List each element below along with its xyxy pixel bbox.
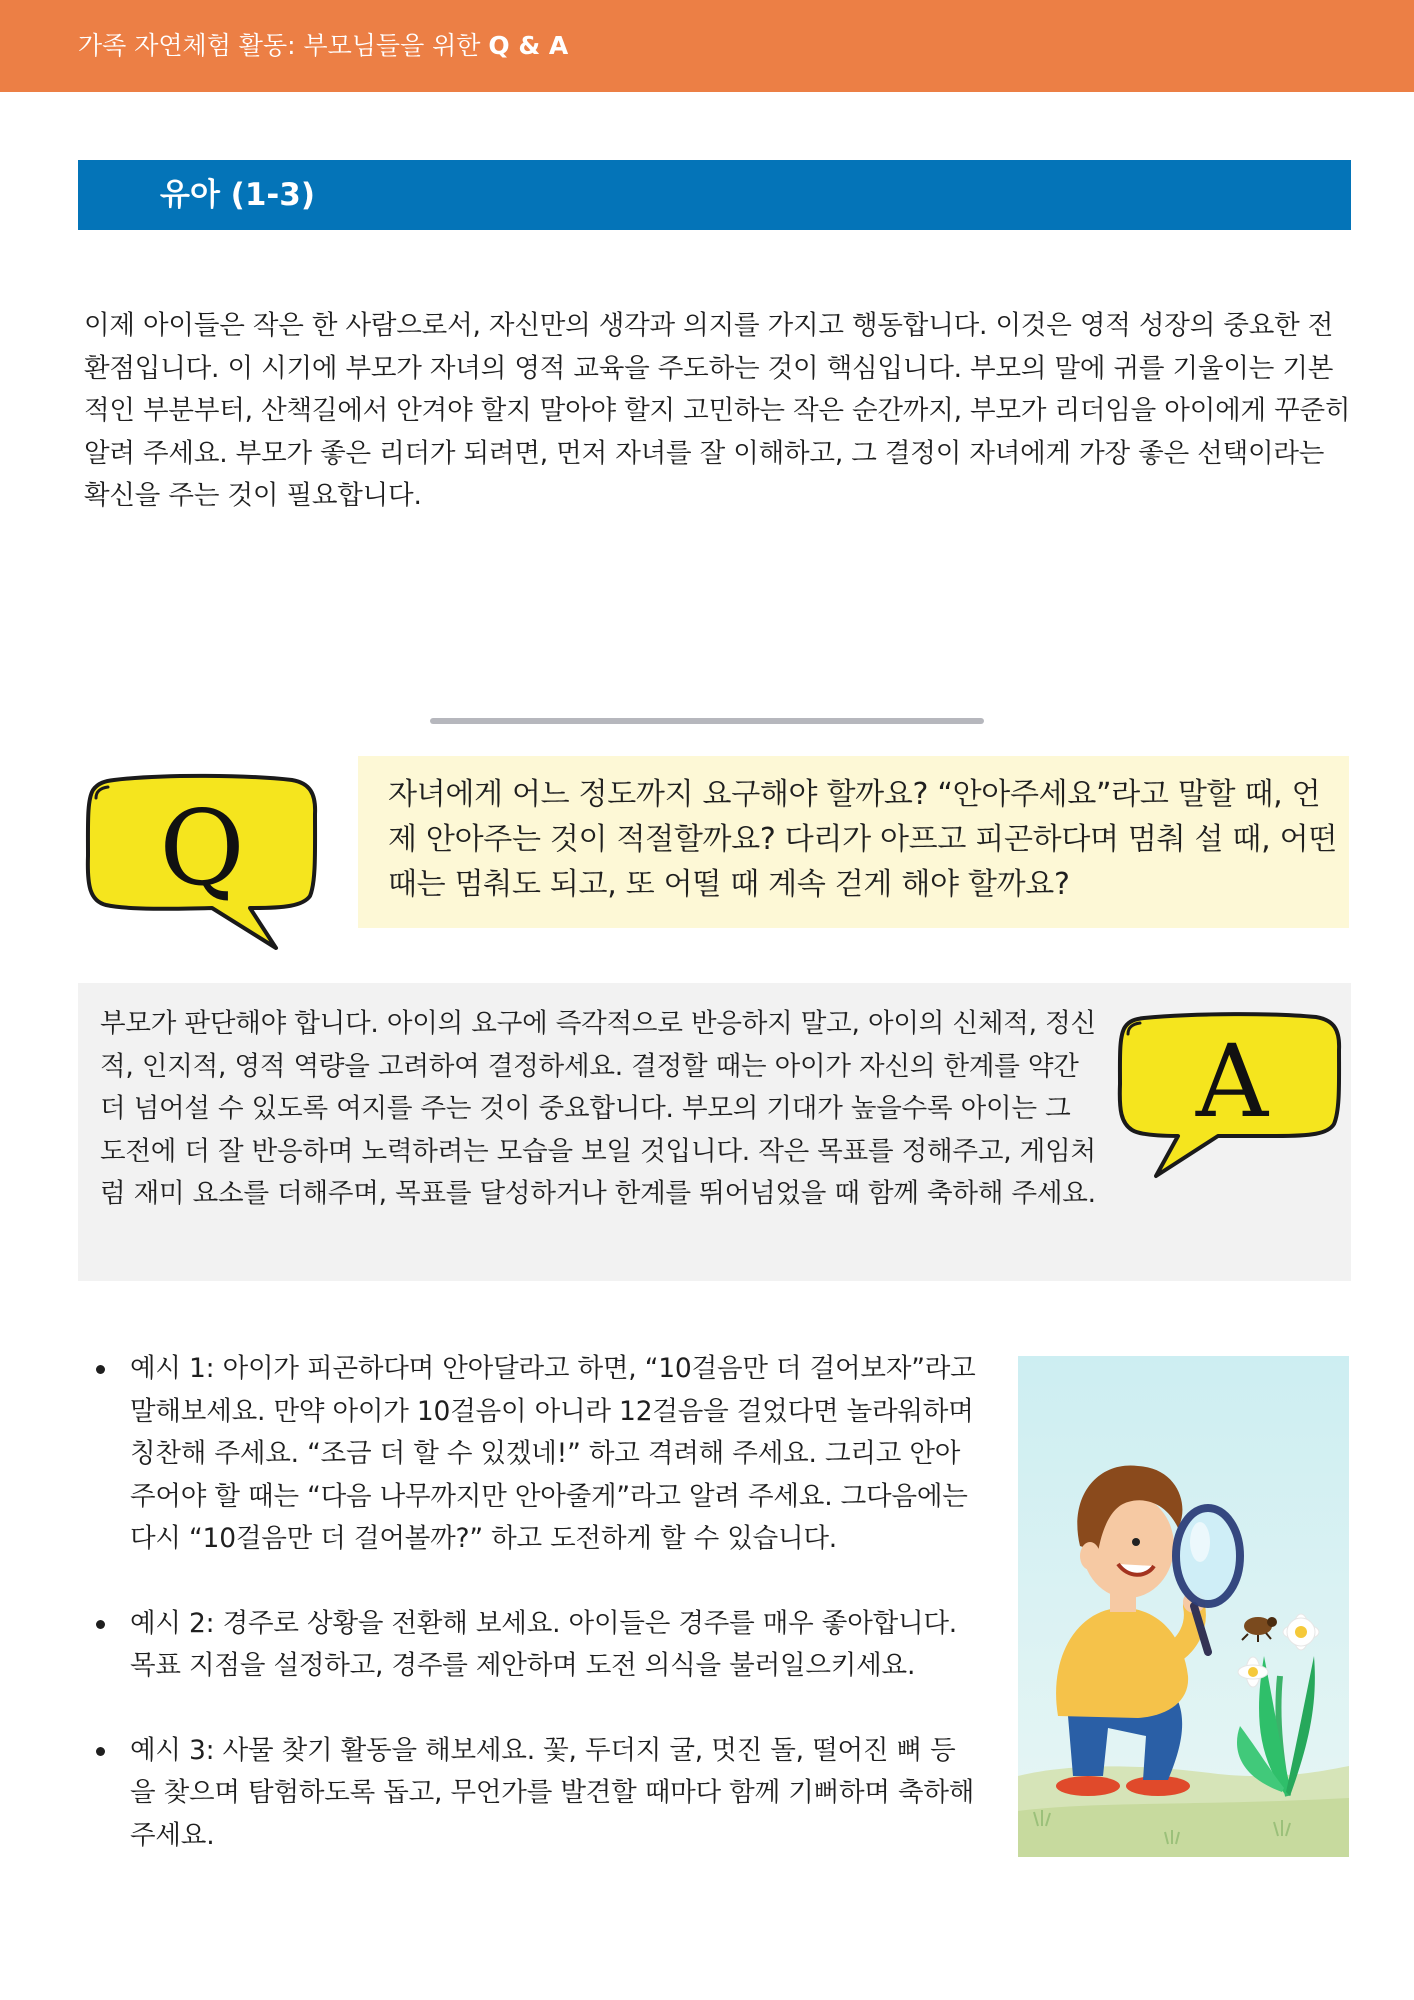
examples-list (96, 1348, 976, 1899)
bullet-icon (96, 1620, 105, 1629)
child-with-magnifier-illustration (1018, 1356, 1349, 1857)
q-letter: Q (159, 787, 245, 909)
header-title-prefix: 가족 자연체험 활동: 부모님들을 위한 (78, 31, 489, 60)
header-title-bold: Q & A (488, 31, 569, 60)
q-speech-bubble-icon (84, 772, 320, 952)
a-letter: A (1195, 1023, 1269, 1140)
list-item (96, 1348, 976, 1561)
section-title: 유아 (1-3) (160, 177, 316, 213)
question-text: 자녀에게 어느 정도까지 요구해야 할까요? “안아주세요”라고 말할 때, 언제 안아주는 것이 적절할까요? 다리가 아프고 피곤하다며 멈춰 설 때, 어떤 때는 멈춰도 되고, 또 어떨 때 계속 걷게 해야 할까요? (388, 777, 1337, 902)
bullet-icon (96, 1747, 105, 1756)
answer-text: 부모가 판단해야 합니다. 아이의 요구에 즉각적으로 반응하지 말고, 아이의 신체적, 정신적, 인지적, 영적 역량을 고려하여 결정하세요. 결정할 때는 아이가 자신의 한계를 약간 더 넘어설 수 있도록 여지를 주는 것이 중요합니다. 부모의 기대가 높을수록 아이는 그 도전에 더 잘 반응하며 노력하려는 모습을 보일 것입니다. 작은 목표를 정해주고, 게임처럼 재미 요소를 더해주며, 목표를 달성하거나 한계를 뛰어넘었을 때 함께 축하해 주세요. (100, 1008, 1096, 1209)
intro-paragraph: 이제 아이들은 작은 한 사람으로서, 자신만의 생각과 의지를 가지고 행동합니다. 이것은 영적 성장의 중요한 전환점입니다. 이 시기에 부모가 자녀의 영적 교육을 주도하는 것이 핵심입니다. 부모의 말에 귀를 기울이는 기본적인 부분부터, 산책길에서 안겨야 할지 말아야 할지 고민하는 작은 순간까지, 부모가 리더임을 아이에게 꾸준히 알려 주세요. 부모가 좋은 리더가 되려면, 먼저 자녀를 잘 이해하고, 그 결정이 자녀에게 가장 좋은 선택이라는 확신을 주는 것이 필요합니다. (84, 310, 1351, 511)
list-item (96, 1603, 976, 1688)
list-item (96, 1730, 976, 1858)
bullet-icon (96, 1365, 105, 1374)
header-bar (0, 0, 1414, 92)
header-title (78, 26, 568, 66)
a-speech-bubble-icon (1116, 1010, 1342, 1182)
section-bar (78, 160, 1351, 230)
question-box (358, 756, 1349, 928)
example-text: 예시 2: 경주로 상황을 전환해 보세요. 아이들은 경주를 매우 좋아합니다. 목표 지점을 설정하고, 경주를 제안하며 도전 의식을 불러일으키세요. (130, 1607, 958, 1681)
divider (430, 718, 984, 724)
example-text: 예시 3: 사물 찾기 활동을 해보세요. 꽃, 두더지 굴, 멋진 돌, 떨어진 뼈 등을 찾으며 탐험하도록 돕고, 무언가를 발견할 때마다 함께 기뻐하며 축하해 주세요. (130, 1734, 975, 1851)
example-text: 예시 1: 아이가 피곤하다며 안아달라고 하면, “10걸음만 더 걸어보자”라고 말해보세요. 만약 아이가 10걸음이 아니라 12걸음을 걸었다면 놀라워하며 칭찬해 주세요. “조금 더 할 수 있겠네!” 하고 격려해 주세요. 그리고 안아주어야 할 때는 “다음 나무까지만 안아줄게”라고 알려 주세요. 그다음에는 다시 “10걸음만 더 걸어볼까?” 하고 도전하게 할 수 있습니다. (130, 1353, 976, 1554)
